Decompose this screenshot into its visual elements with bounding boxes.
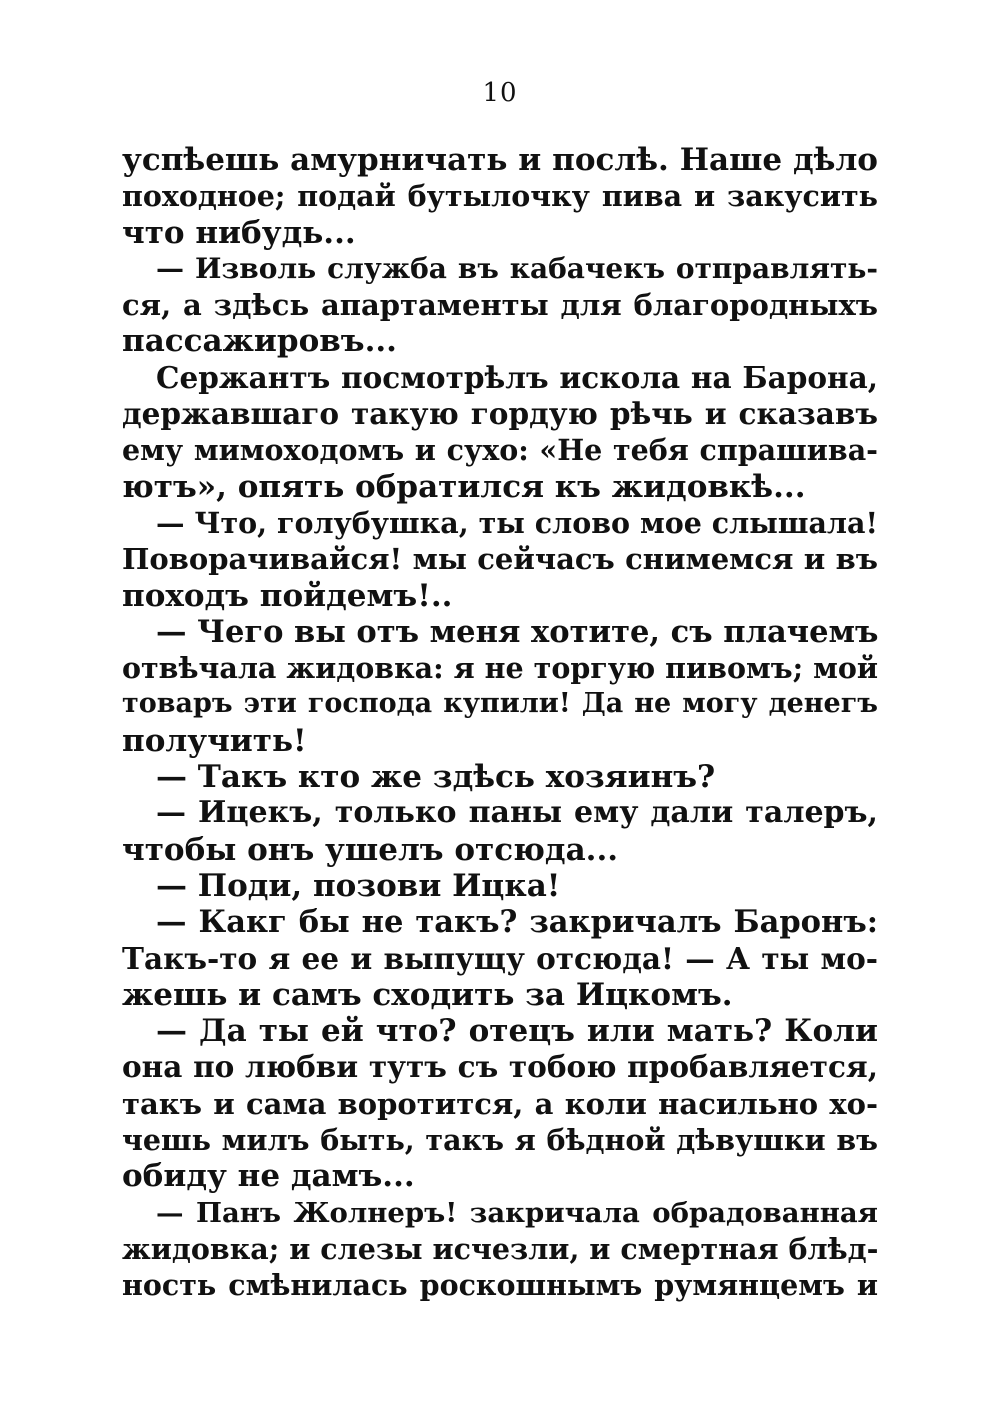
text-line: такъ и сама воротится, а коли насильно хо- [122,1086,878,1121]
text-line: отвѣчала жидовка: я не торгую пивомъ; мой [122,651,878,686]
text-line: Сержантъ посмотрѣлъ искола на Барона, [156,359,878,395]
text-line: чешь милъ быть, такъ я бѣдной дѣвушки въ [122,1123,878,1158]
text-line: — Такъ кто же здѣсь хозяинъ? [156,759,716,796]
text-line: державшаго такую гордую рѣчь и сказавъ [122,396,878,432]
text-line: ему мимоходомъ и сухо: «Не тебя спрашива- [122,433,878,468]
text-line: — Чего вы отъ меня хотите, съ плачемъ [156,613,878,650]
text-line: Поворачивайся! мы сейчасъ снимемся и въ [122,542,878,577]
text-line: ность смѣнилась роскошнымъ румянцемъ и [122,1268,878,1303]
text-line: обиду не дамъ... [122,1158,415,1195]
text-line: походъ пойдемъ!.. [122,577,453,614]
text-line: — Изволь служба въ кабачекъ отправлять- [156,251,878,285]
text-line: что нибудь... [122,214,356,251]
body-text [122,142,878,1304]
text-line: — Поди, позови Ицка! [156,867,561,904]
text-line: ютъ», опять обратился къ жидовкѣ... [122,468,806,505]
text-line: — Панъ Жолнеръ! закричала обрадованная [156,1196,878,1229]
text-line: — Какг бы не такъ? закричалъ Баронъ: [156,904,878,941]
text-line: получить! [122,722,307,759]
text-line: пассажировъ... [122,323,397,360]
text-line: Такъ-то я ее и выпущу отсюда! — А ты мо- [122,940,878,976]
text-line: — Ицекъ, только паны ему дали талеръ, [156,795,878,831]
text-line: походное; подай бутылочку пива и закусить [122,179,878,214]
text-line: жидовка; и слезы исчезли, и смертная блѣд- [122,1231,878,1266]
text-line: она по любви тутъ съ тобою пробавляется, [122,1049,878,1085]
text-line: ся, а здѣсь апартаменты для благородныхъ [122,288,878,323]
text-line: жешь и самъ сходить за Ицкомъ. [122,976,733,1013]
text-line: — Да ты ей что? отецъ или мать? Коли [156,1013,878,1050]
text-line: — Что, голубушка, ты слово мое слышала! [156,505,878,540]
text-line: товаръ эти господа купили! Да не могу денегъ [122,688,878,720]
page-number: 10 [482,78,518,108]
text-line: успѣешь амурничать и послѣ. Наше дѣло [122,142,878,178]
text-line: чтобы онъ ушелъ отсюда... [122,831,619,868]
